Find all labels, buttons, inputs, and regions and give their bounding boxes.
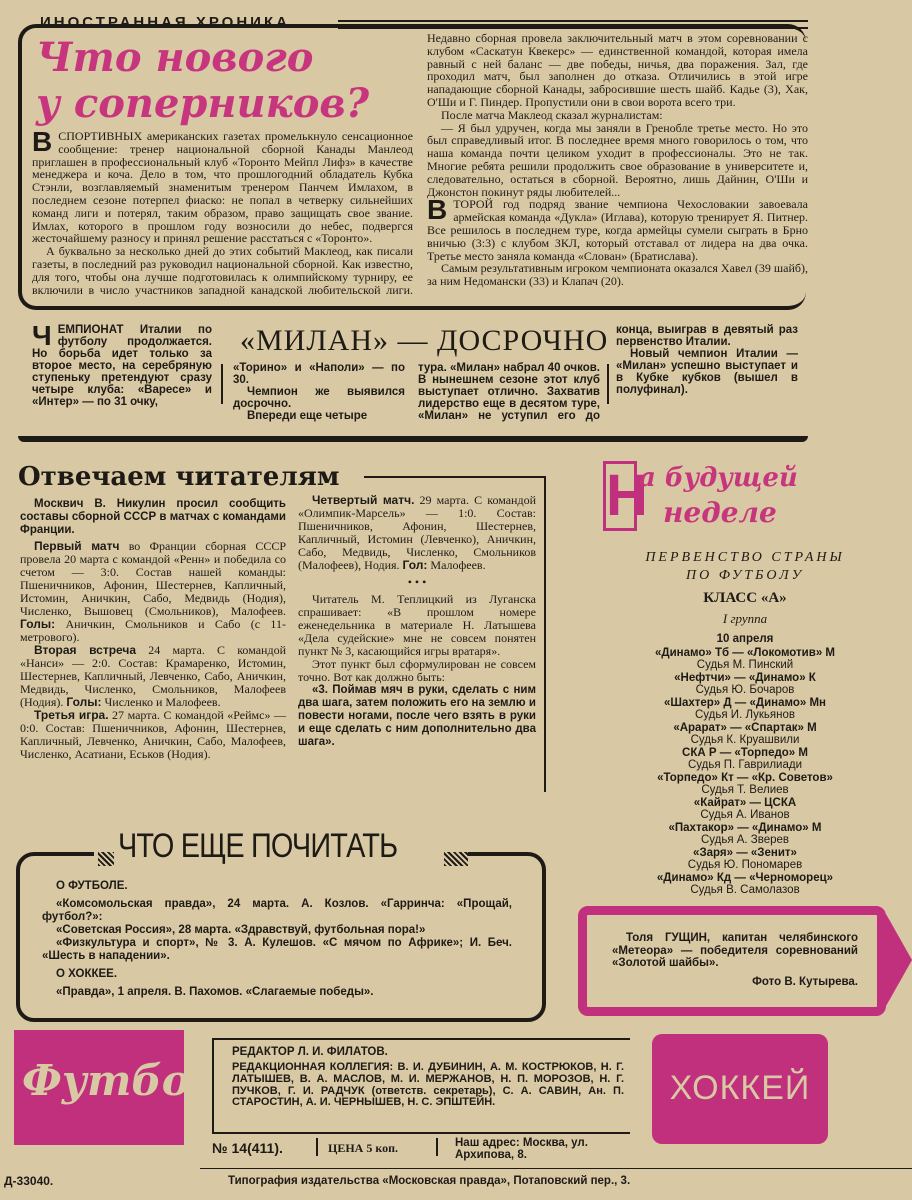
next-week-logo: Н а будущей неделе	[603, 461, 803, 531]
address: Наш адрес: Москва, ул. Архипова, 8.	[455, 1137, 588, 1161]
foreign-chronicle-section	[18, 14, 810, 310]
milan-col2: «Торино» и «Наполи» — по 30. Чемпион же выявился досрочно. Впереди еще четыре	[233, 362, 405, 422]
match: «Арарат» — «Спартак» М	[673, 722, 817, 734]
price: ЦЕНА 5 коп.	[328, 1141, 399, 1155]
match: «Нефтчи» — «Динамо» К	[674, 672, 816, 684]
referee: Судья А. Иванов	[700, 809, 790, 821]
milan-col3: тура. «Милан» набрал 40 очков. В нынешнем сезоне этот клуб выступает отлично. Захватив лидерство еще в десятом туре, «Милан» не уступил его до конца, выиграв в девятый раз первенство Италии.	[418, 324, 798, 422]
referee: Судья И. Лукьянов	[695, 709, 795, 721]
issue-number: № 14(411).	[212, 1140, 283, 1156]
paragraph: После матча Маклеод сказал журналистам:	[441, 107, 663, 122]
divider	[221, 364, 223, 404]
frame-right	[544, 476, 546, 792]
editor: РЕДАКТОР Л. И. ФИЛАТОВ.	[232, 1046, 388, 1058]
match: «Пахтакор» — «Динамо» М	[668, 822, 822, 834]
print-code: Д-33040.	[4, 1174, 54, 1188]
referee: Судья В. Самолазов	[690, 884, 800, 896]
match-date: 10 апреля	[716, 633, 774, 645]
paragraph: СПОРТИВНЫХ американских газетах промелькнуло сенсационное сообщение: тренер национальной сборной Канады Манлеод приглашен в профессиональный клуб «Торонто Мейпл Лифз» в качестве менеджера и коча. Дело в том, что прошлогодний обладатель Кубка Стэнли, возглавляемый знаменитым тренером Панчем Имлахом, в последнем сезоне потерпел фиаско: не попал в четверку сильнейших команд лиги и потерял, таким образом, право защищать свое звание. Имлах, которого в прошлом году возносили до небес, подвергся жесточайшему разносу и принял решение расстаться с «Торонто».	[32, 129, 413, 246]
read-more-section	[16, 822, 546, 1022]
referee: Судья П. Гаврилиади	[687, 759, 803, 771]
match: «Заря» — «Зенит»	[693, 847, 797, 859]
next-week-section	[585, 455, 905, 900]
readers-title: Отвечаем читателям	[18, 462, 340, 492]
class-a: КЛАСС «А»	[703, 590, 787, 606]
readers-col2: Четвертый матч. 29 марта. С командой «Олимпик-Марсель» — 1:0. Состав: Пшеничников, Афонин, Шестернев, Капличный, Истомин (Левченко), Аничкин, Сабо, Медвидь, Численко, Смольников (Малофеев), Нодия. Гол: Малофеев. • • • Читатель М. Теплицкий из Луганска спрашивает: «В прошлом номере еженедельника в материале Н. Латышева «Дела судейские» мне не совсем понятен пункт № 3, касающийся игры вратаря». Этот пункт был сформулирован не совсем точно. Вот как должно быть: «3. Поймав мяч в руки, сделать с ним два шага, затем положить его на землю и повести ногами, после чего взять в руки и еще сделать с ним дополнительно два шага».	[298, 493, 536, 748]
arrow-icon	[886, 914, 912, 1006]
list-item: «Комсомольская правда», 24 марта. А. Козлов. «Гарринча: «Прощай, футбол?»:	[42, 898, 512, 923]
match: «Шахтер» Д — «Динамо» Мн	[664, 697, 826, 709]
paragraph: Самым результативным игроком чемпионата оказался Хавел (39 шайб), за ним Недомански (33) и Клапач (20).	[427, 261, 808, 289]
headline-line2: у соперников?	[36, 80, 370, 127]
read-more-title: ЧТО ЕЩЕ ПОЧИТАТЬ	[118, 827, 398, 865]
paragraph: А буквально за несколько дней до этих событий Маклеод, как писали газеты, в последний раз руководил национальной сборной. Как известно, для того, чтобы она лучше подготовилась к олимпийскому турниру, ее включили в число участников западной канадской любительской лиги. Недавно сборная провела заключительный матч в этом соревновании с клубом «Саскатун Квекерс» — единственной командой, которая имела равный с ней баланс — две победы, ничья, два поражения. Зал, где проходил матч, был заполнен до отказа. Отличились в этой игре нападающие сборной Канады, забросившие шесть шайб. Кадье (3), Хак, О'Ши и Г. Пиндер. Пропустили они в свои ворота всего три.	[32, 31, 808, 297]
list-item: «Физкультура и спорт», № 3. А. Кулешов. «С мячом по Африке»; И. Беч. «Шесть в нападении».	[42, 937, 512, 962]
divider	[607, 364, 609, 404]
referee: Судья М. Пинский	[696, 659, 794, 671]
separator-dots: • • •	[407, 575, 427, 589]
stripe-right	[444, 852, 468, 866]
referee: Судья Т. Велиев	[701, 784, 789, 796]
milan-col1: ЧЕМПИОНАТ Италии по футболу продолжается. Но борьба идет только за второе место, на серебряную ступеньку претендуют сразу четыре клуба: «Варесе» и «Интер» — по 31 очку,	[32, 320, 212, 408]
match: СКА Р — «Торпедо» М	[682, 747, 808, 759]
readers-col1: Москвич В. Никулин просил сообщить составы сборной СССР в матчах с командами Франции. Первый матч во Франции сборная СССР провела 20 марта с командой «Ренн» и победила со счетом — 3:0. Состав нашей команды: Пшеничников, Афонин, Шестернев, Капличный, Истомин, Аничкин, Сабо, Медвидь (Нодия), Численко, Вышовец (Смольников), Малофеев. Голы: Аничкин, Смольников и Сабо (с 11-метрового). Вторая встреча 24 марта. С командой «Нанси» — 2:0. Состав: Крамаренко, Истомин, Шестернев, Капличный, Левченко, Сабо, Аничкин, Медвидь, Численко, Смольников, Малофеев (Нодия). Голы: Численко и Малофеев. Третья игра. 27 марта. С командой «Реймс» — 0:0. Состав: Пшеничников, Афонин, Шестернев, Капличный, Левченко, Аничкин, Сабо, Малофеев, Численко, Асатиани, Еськов (Нодия).	[20, 498, 287, 761]
photo-caption	[578, 906, 912, 1016]
referee: Судья К. Круашвили	[690, 734, 800, 746]
printer: Типография издательства «Московская правда», Потаповский пер., 3.	[228, 1175, 631, 1187]
stripe-left	[98, 852, 114, 866]
editorial-board: РЕДАКЦИОННАЯ КОЛЛЕГИЯ: В. И. ДУБИНИН, А. М. КОСТРЮКОВ, Н. Г. ЛАТЫШЕВ, В. А. МАСЛОВ, М. И. МЕРЖАНОВ, Н. П. МОРОЗОВ, Н. Г. ПУЧКОВ, Г. И. РАДЧУК (ответств. секретарь), С. А. САВИН, Ан. П. СТАРОСТИН, А. И. ЧЕРНЫШЕВ, Н. С. ЭПШТЕЙН.	[232, 1061, 624, 1109]
drop-cap: В	[427, 194, 448, 226]
match: «Торпедо» Кт — «Кр. Советов»	[657, 772, 833, 784]
rubric: ИНОСТРАННАЯ ХРОНИКА	[40, 14, 290, 31]
referee: Судья А. Зверев	[700, 834, 790, 846]
referee: Судья Ю. Бочаров	[695, 684, 795, 696]
match: «Динамо» Тб — «Локомотив» М	[655, 647, 835, 659]
heading-football: ПО ФУТБОЛУ	[685, 568, 805, 583]
headline-line1: Что нового	[36, 34, 314, 81]
title-rule	[364, 476, 544, 478]
heading-championship: ПЕРВЕНСТВО СТРАНЫ	[645, 550, 845, 565]
milan-section	[18, 318, 810, 448]
title-space	[418, 324, 600, 362]
match: «Динамо» Кд — «Черноморец»	[656, 872, 834, 884]
list-item: «Правда», 1 апреля. В. Пахомов. «Слагаемые победы».	[56, 986, 374, 998]
drop-cap: Ч	[32, 320, 52, 351]
drop-cap: В	[32, 126, 53, 157]
divider	[436, 1138, 438, 1156]
paragraph: — Я был удручен, когда мы заняли в Гренобле третье место. Но это был справедливый итог. В последнее время много говорилось о том, что наша команда почти целиком уходит в профессионалы. Это не так. Многие ребята решили продолжить свое образование в университете и, следовательно, остаться в сборной. Вероятно, лишь Дайнин, О'Ши и Джонстон покинут ряды любителей...	[427, 120, 808, 199]
referee: Судья Ю. Пономарев	[687, 859, 803, 871]
football-logo: Футбол	[14, 1030, 184, 1145]
headline-space	[32, 32, 413, 130]
caption-text: Толя ГУЩИН, капитан челябинского «Метеора» — победителя соревнований «Золотой шайбы». Фото В. Кутырева.	[612, 932, 858, 988]
group: I группа	[722, 611, 768, 626]
paragraph: ТОРОЙ год подряд звание чемпиона Чехословакии завоевала армейская команда «Дукла» (Иглава), которую тренирует Я. Питнер. Все решилось в последнем туре, когда армейцы сумели сыграть в Брно вничью (3:3) с клубом ЗКЛ, который отставал от лидера на два очка. Третье место заняла команда «Слован» (Братислава).	[427, 197, 808, 263]
footer-rule	[200, 1168, 912, 1169]
list-item: «Советская Россия», 28 марта. «Здравствуй, футбольная пора!»	[56, 924, 426, 936]
rule	[18, 436, 808, 442]
read-more-list: О ФУТБОЛЕ. «Комсомольская правда», 24 марта. А. Козлов. «Гарринча: «Прощай, футбол?»: «Советская Россия», 28 марта. «Здравствуй, футбольная пора!» «Физкультура и спорт», № 3. А. Кулешов. «С мячом по Африке»; И. Беч. «Шесть в нападении». О ХОККЕЕ. «Правда», 1 апреля. В. Пахомов. «Слагаемые победы».	[42, 880, 512, 998]
match: «Кайрат» — ЦСКА	[693, 797, 797, 809]
readers-section	[14, 462, 546, 792]
hockey-logo: ХОККЕЙ	[652, 1034, 828, 1144]
milan-col4: Новый чемпион Италии — «Милан» успешно выступает и в Кубке кубков (вышел в полуфинал).	[616, 348, 798, 396]
editorial-box	[212, 1038, 630, 1134]
schedule	[585, 633, 905, 897]
article-columns	[32, 32, 808, 300]
milan-title: «МИЛАН» — ДОСРОЧНО	[240, 324, 609, 357]
divider	[316, 1138, 318, 1156]
